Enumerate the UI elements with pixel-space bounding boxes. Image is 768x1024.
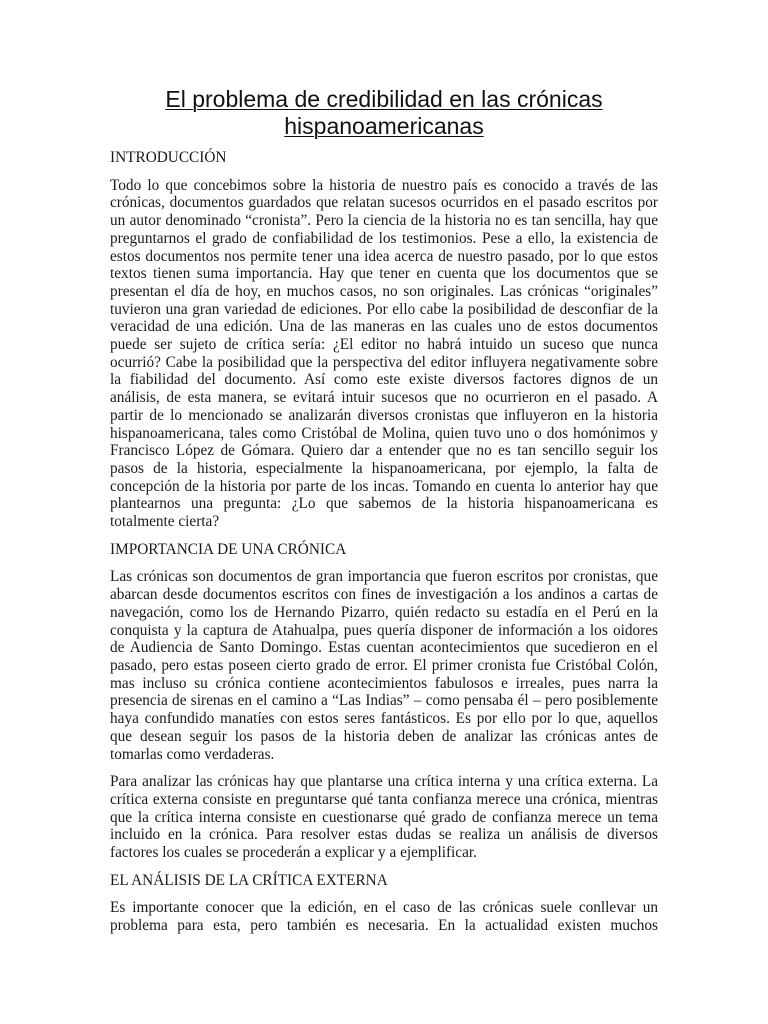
text-line: Las crónicas son documentos de gran importancia que fueron escritos por cronistas, que [110, 568, 658, 586]
paragraph [110, 899, 658, 934]
text-line: la fiabilidad del documento. Así como este existe diversos factores dignos de un [110, 371, 658, 389]
text-line: un autor denominado “cronista”. Pero la ciencia de la historia no es tan sencilla, hay que [110, 212, 658, 230]
text-line: veracidad de una edición. Una de las maneras en las cuales uno de estos documentos [110, 318, 658, 336]
text-line: puede ser sujeto de crítica sería: ¿El editor no habrá intuido un suceso que nunca [110, 336, 658, 354]
text-line: presencia de sirenas en el camino a “Las Indias” – como pensaba él – pero posiblemente [110, 692, 658, 710]
paragraph [110, 177, 658, 531]
text-line: navegación, como los de Hernando Pizarro, quién redacto su estadía en el Perú en la [110, 603, 658, 621]
text-line: plantearnos una pregunta: ¿Lo que sabemos de la historia hispanoamericana es [110, 495, 658, 513]
text-line: presentan el día de hoy, en muchos casos, no son originales. Las crónicas “originales” [110, 282, 658, 300]
text-line: preguntarnos el grado de confiabilidad de los testimonios. Pese a ello, la existencia de [110, 229, 658, 247]
text-line: crónicas, documentos guardados que relatan sucesos ocurridos en el pasado escritos por [110, 194, 658, 212]
text-line: crítica externa consiste en preguntarse qué tanta confianza merece una crónica, mientras [110, 790, 658, 808]
text-line: de Audiencia de Santo Domingo. Estas cuentan acontecimientos que sucedieron en el [110, 639, 658, 657]
text-line: mas incluso su crónica contiene acontecimientos fabulosos e irreales, pues narra la [110, 674, 658, 692]
text-line: Para analizar las crónicas hay que plantarse una crítica interna y una crítica externa. La [110, 773, 658, 791]
section-heading-analisis-critica-externa: EL ANÁLISIS DE LA CRÍTICA EXTERNA [110, 871, 388, 889]
text-line: problema para esta, pero también es necesaria. En la actualidad existen muchos [110, 917, 658, 935]
paragraph [110, 568, 658, 763]
paragraph [110, 773, 658, 862]
section-heading-importancia: IMPORTANCIA DE UNA CRÓNICA [110, 540, 347, 558]
text-line: concepción de la historia por parte de los incas. Tomando en cuenta lo anterior hay que [110, 477, 658, 495]
text-line: ocurrió? Cabe la posibilidad que la perspectiva del editor influyera negativamente sobre [110, 353, 658, 371]
section-heading-introduccion: INTRODUCCIÓN [110, 149, 227, 166]
text-line: hispanoamericana, tales como Cristóbal de Molina, quien tuvo uno o dos homónimos y [110, 424, 658, 442]
text-line: abarcan desde documentos escritos con fines de investigación a los andinos a cartas de [110, 586, 658, 604]
text-line: Es importante conocer que la edición, en el caso de las crónicas suele conllevar un [110, 899, 658, 917]
text-line: incluido en la crónica. Para resolver estas dudas se realiza un análisis de diversos [110, 826, 658, 844]
document-body [110, 86, 658, 945]
text-line: tomarlas como verdaderas. [110, 745, 275, 763]
document-title: El problema de credibilidad en las crónicas hispanoamericanas [165, 86, 603, 139]
text-line: tuvieron una gran variedad de ediciones. Por ello cabe la posibilidad de desconfiar de la [110, 300, 658, 318]
text-line: que desean seguir los pasos de la historia deben de analizar las crónicas antes de [110, 727, 658, 745]
text-line: partir de lo mencionado se analizarán diversos cronistas que influyeron en la historia [110, 406, 658, 424]
text-line: pasos de la historia, especialmente la hispanoamericana, por ejemplo, la falta de [110, 459, 658, 477]
text-line: textos tienen suma importancia. Hay que tener en cuenta que los documentos que se [110, 265, 658, 283]
text-line: totalmente cierta? [110, 513, 220, 531]
text-line: haya confundido manatíes con estos seres fantásticos. Es por ello por lo que, aquellos [110, 710, 658, 728]
text-line: factores los cuales se procederán a explicar y a ejemplificar. [110, 844, 477, 862]
text-line: pasado, pero estas poseen cierto grado de error. El primer cronista fue Cristóbal Colón, [110, 656, 658, 674]
text-line: conquista y la captura de Atahualpa, pues quería disponer de información a los oidores [110, 621, 658, 639]
text-line: que la crítica interna consiste en cuestionarse qué grado de confianza merece un tema [110, 808, 658, 826]
text-line: Francisco López de Gómara. Quiero dar a entender que no es tan sencillo seguir los [110, 442, 658, 460]
text-line: Todo lo que concebimos sobre la historia de nuestro país es conocido a través de las [110, 176, 658, 194]
text-line: estos documentos nos permite tener una idea acerca de nuestro pasado, por lo que estos [110, 247, 658, 265]
text-line: análisis, de esta manera, se evitará intuir sucesos que no ocurrieron en el pasado. A [110, 389, 658, 407]
